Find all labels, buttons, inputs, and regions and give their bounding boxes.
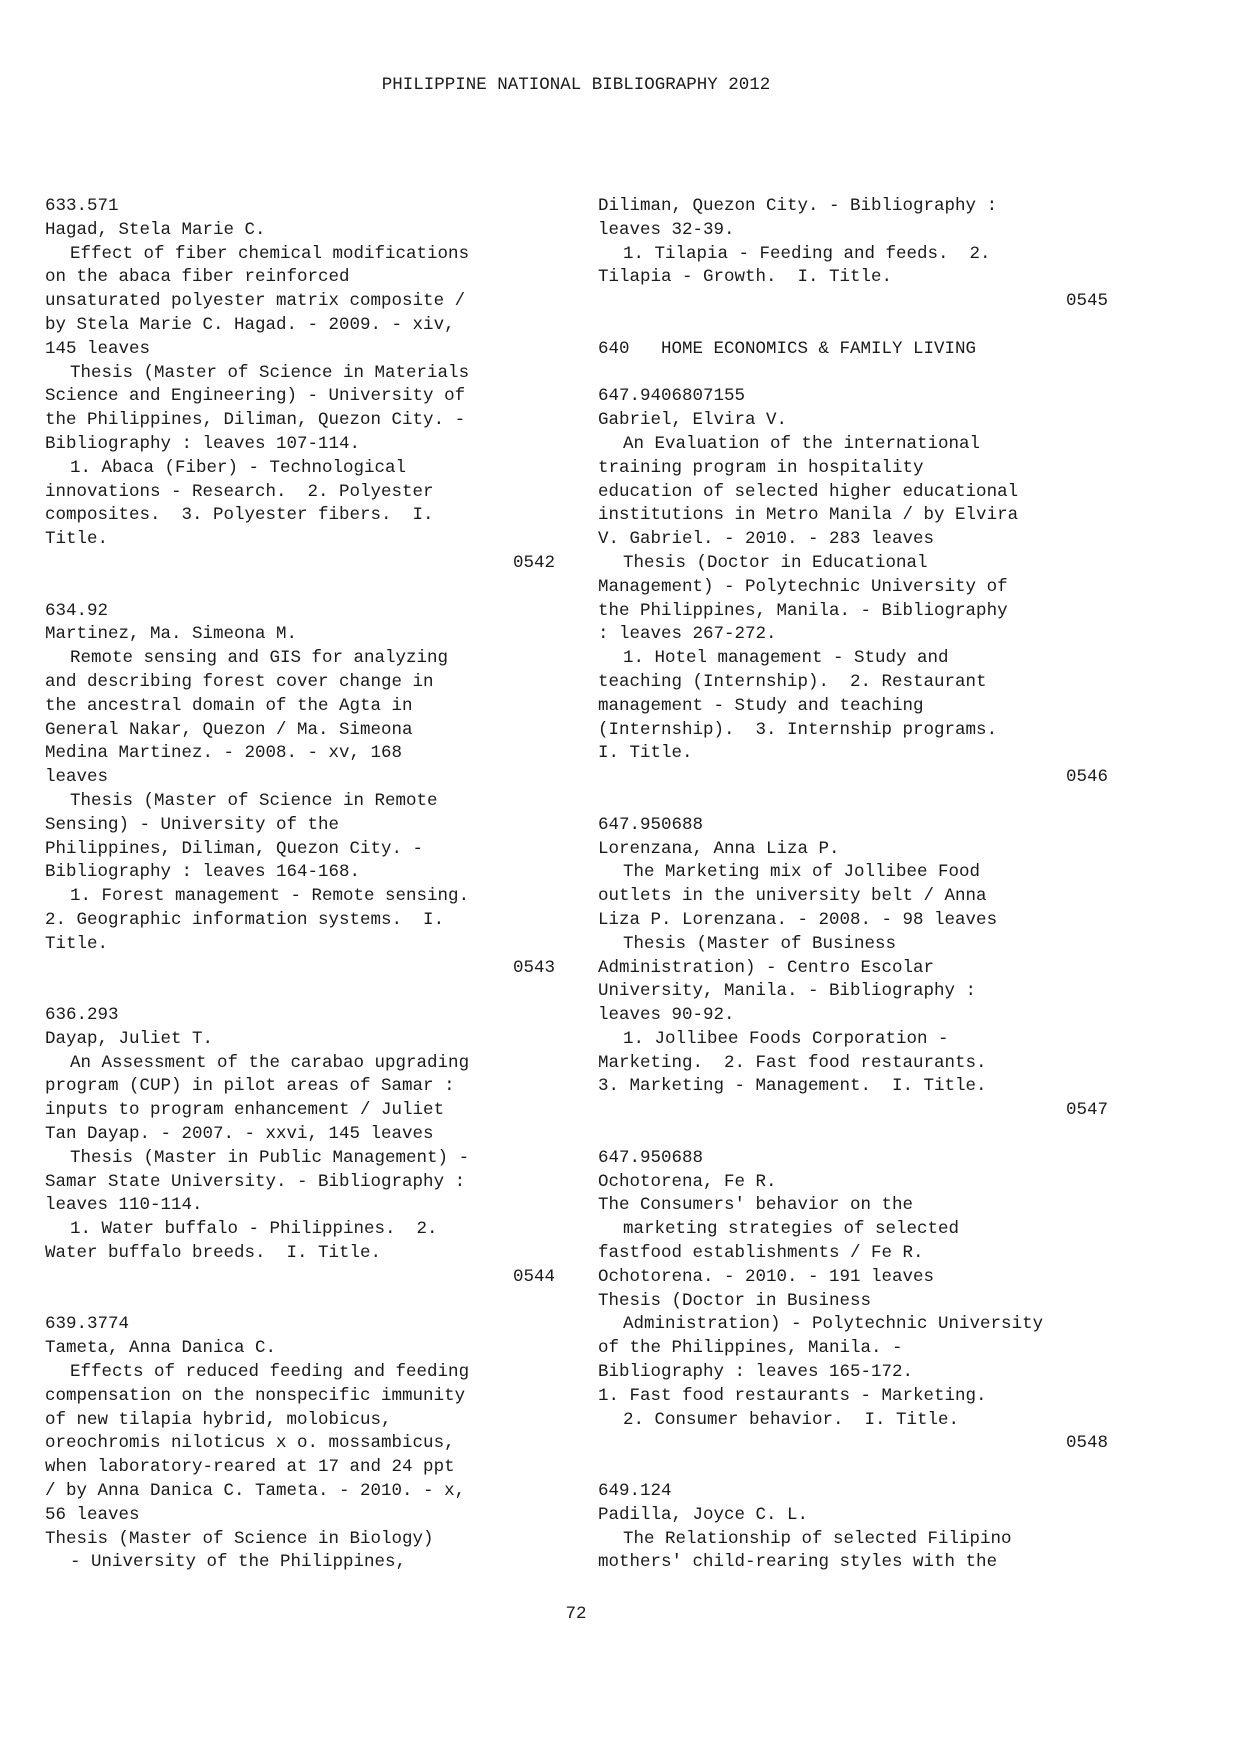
text-line: Hagad, Stela Marie C. <box>45 219 266 240</box>
text-line: 145 leaves <box>45 338 151 359</box>
text-line: 1. Forest management - Remote sensing. <box>70 886 470 907</box>
text-line: The Marketing mix of Jollibee Food <box>623 862 981 883</box>
text-line: the Philippines, Diliman, Quezon City. - <box>45 410 466 431</box>
text-line: Effect of fiber chemical modifications <box>70 243 470 264</box>
text-line: Lorenzana, Anna Liza P. <box>598 838 840 859</box>
text-line: - University of the Philippines, <box>70 1552 407 1573</box>
text-line: innovations - Research. 2. Polyester <box>45 481 434 502</box>
entry-number: 0544 <box>512 1266 555 1287</box>
text-line: 56 leaves <box>45 1504 140 1525</box>
text-line: Marketing. 2. Fast food restaurants. <box>598 1052 987 1073</box>
text-line: Ochotorena. - 2010. - 191 leaves <box>598 1266 935 1287</box>
text-line: 647.950688 <box>598 1147 704 1168</box>
text-line: 1. Hotel management - Study and <box>623 648 949 669</box>
text-line: Science and Engineering) - University of <box>45 386 466 407</box>
text-line: / by Anna Danica C. Tameta. - 2010. - x, <box>45 1481 466 1502</box>
text-line: Thesis (Master in Public Management) - <box>70 1147 470 1168</box>
text-line: fastfood establishments / Fe R. <box>598 1243 924 1264</box>
left-column <box>45 195 555 1575</box>
text-line: compensation on the nonspecific immunity <box>45 1385 466 1406</box>
text-line: the Philippines, Manila. - Bibliography <box>598 600 1008 621</box>
entry-number: 0542 <box>512 552 555 573</box>
blank-line <box>45 1290 555 1314</box>
text-line: Management) - Polytechnic University of <box>598 576 1008 597</box>
text-line: Thesis (Master of Business <box>623 933 897 954</box>
text-line: 3. Marketing - Management. I. Title. <box>598 1076 987 1097</box>
text-line: by Stela Marie C. Hagad. - 2009. - xiv, <box>45 314 455 335</box>
text-line: Martinez, Ma. Simeona M. <box>45 624 298 645</box>
text-line: outlets in the university belt / Anna <box>598 886 987 907</box>
text-line: 1. Jollibee Foods Corporation - <box>623 1028 949 1049</box>
text-line: Thesis (Master of Science in Remote <box>70 790 438 811</box>
text-line: 633.571 <box>45 196 119 216</box>
text-line: 647.9406807155 <box>598 386 746 407</box>
text-line: Gabriel, Elvira V. <box>598 410 788 431</box>
text-line: when laboratory-reared at 17 and 24 ppt <box>45 1457 455 1478</box>
blank-line <box>598 314 1108 338</box>
text-line: leaves <box>45 767 109 788</box>
blank-line <box>45 576 555 600</box>
text-line: 634.92 <box>45 600 109 621</box>
right-column <box>598 195 1108 1575</box>
text-line: Liza P. Lorenzana. - 2008. - 98 leaves <box>598 909 998 930</box>
entry-number: 0548 <box>1065 1433 1108 1454</box>
text-line: Thesis (Doctor in Educational <box>623 552 928 573</box>
text-line: Thesis (Master of Science in Materials <box>70 362 470 383</box>
text-line: Dayap, Juliet T. <box>45 1028 214 1049</box>
text-line: Title. <box>45 529 109 550</box>
text-line: leaves 110-114. <box>45 1195 203 1216</box>
text-line: Bibliography : leaves 164-168. <box>45 862 361 883</box>
text-line: V. Gabriel. - 2010. - 283 leaves <box>598 529 935 550</box>
text-line: teaching (Internship). 2. Restaurant <box>598 671 987 692</box>
text-line: mothers' child-rearing styles with the <box>598 1552 998 1573</box>
text-line: 2. Geographic information systems. I. <box>45 909 445 930</box>
blank-line <box>598 790 1108 814</box>
text-line: 649.124 <box>598 1481 672 1502</box>
text-line: The Consumers' behavior on the <box>598 1195 914 1216</box>
text-line: leaves 90-92. <box>598 1005 735 1026</box>
text-line: and describing forest cover change in <box>45 671 434 692</box>
text-line: 1. Fast food restaurants - Marketing. <box>598 1385 987 1406</box>
text-line: An Assessment of the carabao upgrading <box>70 1052 470 1073</box>
text-line: of new tilapia hybrid, molobicus, <box>45 1409 392 1430</box>
text-line: 640 HOME ECONOMICS & FAMILY LIVING <box>598 338 977 359</box>
text-line: 1. Tilapia - Feeding and feeds. 2. <box>623 243 991 264</box>
text-line: of the Philippines, Manila. - <box>598 1338 903 1359</box>
text-line: Samar State University. - Bibliography : <box>45 1171 466 1192</box>
blank-line <box>598 362 1108 386</box>
text-line: 639.3774 <box>45 1314 130 1335</box>
text-line: inputs to program enhancement / Juliet <box>45 1100 445 1121</box>
text-line: Tameta, Anna Danica C. <box>45 1338 277 1359</box>
text-line: Water buffalo breeds. I. Title. <box>45 1243 382 1264</box>
text-line: management - Study and teaching <box>598 695 924 716</box>
text-line: Tan Dayap. - 2007. - xxvi, 145 leaves <box>45 1124 434 1145</box>
entry-number: 0545 <box>1065 291 1108 312</box>
text-line: Ochotorena, Fe R. <box>598 1171 777 1192</box>
blank-line <box>598 1456 1108 1480</box>
text-line: Effects of reduced feeding and feeding <box>70 1362 470 1383</box>
text-line: training program in hospitality <box>598 457 924 478</box>
text-line: education of selected higher educational <box>598 481 1019 502</box>
text-line: Bibliography : leaves 107-114. <box>45 433 361 454</box>
page-header: PHILIPPINE NATIONAL BIBLIOGRAPHY 2012 <box>381 75 771 95</box>
text-line: leaves 32-39. <box>598 219 735 240</box>
text-line: 636.293 <box>45 1005 119 1026</box>
entry-number: 0543 <box>512 957 555 978</box>
text-line: 1. Abaca (Fiber) - Technological <box>70 457 407 478</box>
text-line: The Relationship of selected Filipino <box>623 1528 1012 1549</box>
text-line: 647.950688 <box>598 814 704 835</box>
text-line: Padilla, Joyce C. L. <box>598 1504 809 1525</box>
text-line: Philippines, Diliman, Quezon City. - <box>45 838 424 859</box>
text-line: : leaves 267-272. <box>598 624 777 645</box>
text-line: oreochromis niloticus x o. mossambicus, <box>45 1433 455 1454</box>
text-line: marketing strategies of selected <box>623 1219 960 1240</box>
text-line: Administration) - Polytechnic University <box>623 1314 1044 1335</box>
text-line: University, Manila. - Bibliography : <box>598 981 977 1002</box>
text-line: composites. 3. Polyester fibers. I. <box>45 505 434 526</box>
text-line: Thesis (Doctor in Business <box>598 1290 872 1311</box>
text-line: 2. Consumer behavior. I. Title. <box>623 1409 960 1430</box>
page-number: 72 <box>565 1604 587 1624</box>
text-line: General Nakar, Quezon / Ma. Simeona <box>45 719 413 740</box>
text-line: Remote sensing and GIS for analyzing <box>70 648 449 669</box>
text-line: institutions in Metro Manila / by Elvira <box>598 505 1019 526</box>
text-line: An Evaluation of the international <box>623 433 981 454</box>
text-line: the ancestral domain of the Agta in <box>45 695 413 716</box>
text-line: Medina Martinez. - 2008. - xv, 168 <box>45 743 403 764</box>
text-line: unsaturated polyester matrix composite / <box>45 291 466 312</box>
text-line: program (CUP) in pilot areas of Samar : <box>45 1076 455 1097</box>
text-line: Tilapia - Growth. I. Title. <box>598 267 893 288</box>
text-line: Title. <box>45 933 109 954</box>
text-line: on the abaca fiber reinforced <box>45 267 350 288</box>
text-line: Diliman, Quezon City. - Bibliography : <box>598 196 998 216</box>
text-line: Sensing) - University of the <box>45 814 340 835</box>
text-line: Bibliography : leaves 165-172. <box>598 1362 914 1383</box>
text-line: I. Title. <box>598 743 693 764</box>
entry-number: 0547 <box>1065 1100 1108 1121</box>
entry-number: 0546 <box>1065 767 1108 788</box>
text-line: 1. Water buffalo - Philippines. 2. <box>70 1219 438 1240</box>
text-line: Thesis (Master of Science in Biology) <box>45 1528 434 1549</box>
text-line: Administration) - Centro Escolar <box>598 957 935 978</box>
blank-line <box>598 1123 1108 1147</box>
text-line: (Internship). 3. Internship programs. <box>598 719 998 740</box>
blank-line <box>45 980 555 1004</box>
